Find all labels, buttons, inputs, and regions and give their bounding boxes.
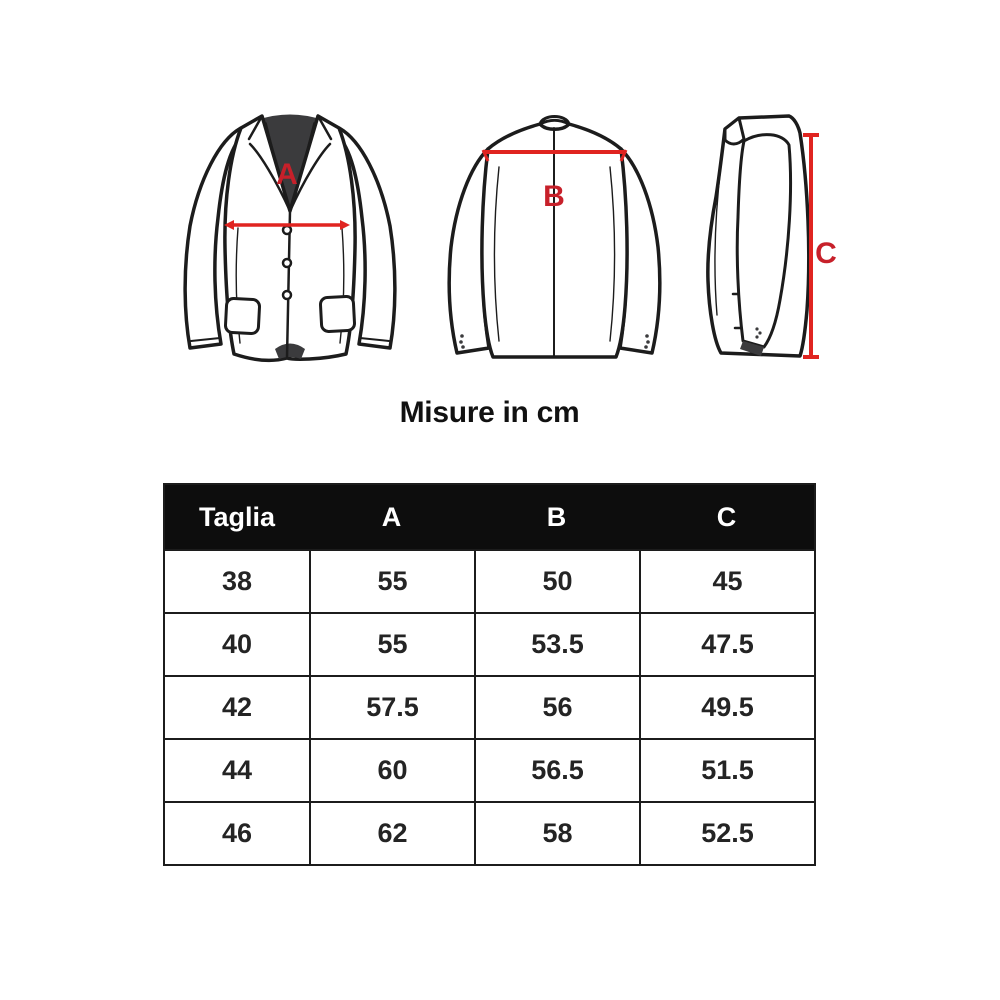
table-cell-value: 62 (309, 801, 474, 864)
table-header-row (165, 485, 814, 549)
table-row (165, 801, 814, 864)
table-cell-value: 55 (309, 549, 474, 612)
table-cell-value: 45 (639, 549, 814, 612)
table-cell-value: 58 (474, 801, 639, 864)
page-title: Misure in cm (399, 396, 580, 429)
table-header-a: A (381, 501, 402, 532)
measure-a-label: A (276, 158, 298, 191)
table-cell-value: 55 (309, 612, 474, 675)
measure-c-label: C (815, 237, 837, 270)
right-cuff-button (644, 345, 648, 349)
table-header-c: C (716, 501, 737, 532)
table-cell-value: 57.5 (309, 675, 474, 738)
button-2 (283, 259, 291, 267)
cuff-button (755, 327, 758, 330)
collar (540, 117, 569, 125)
jacket-back-diagram (442, 105, 667, 370)
left-cuff-button (461, 345, 465, 349)
right-cuff-button (646, 340, 650, 344)
size-table-body (165, 549, 814, 864)
jacket-side-diagram (695, 105, 845, 370)
table-row (165, 738, 814, 801)
measure-b-label: B (543, 180, 565, 213)
cuff-button (758, 331, 761, 334)
table-cell-value: 56.5 (474, 738, 639, 801)
right-pocket (320, 296, 355, 332)
left-pocket (225, 298, 260, 334)
table-row (165, 549, 814, 612)
size-table (163, 483, 816, 866)
collar (725, 118, 744, 144)
table-cell-size: 38 (165, 549, 309, 612)
table-row (165, 675, 814, 738)
table-cell-value: 53.5 (474, 612, 639, 675)
table-header-taglia: Taglia (198, 501, 276, 532)
table-cell-value: 51.5 (639, 738, 814, 801)
table-cell-value: 50 (474, 549, 639, 612)
button-1 (283, 226, 291, 234)
button-3 (283, 291, 291, 299)
table-cell-value: 60 (309, 738, 474, 801)
table-cell-value: 52.5 (639, 801, 814, 864)
table-cell-size: 42 (165, 675, 309, 738)
table-cell-size: 40 (165, 612, 309, 675)
table-cell-size: 46 (165, 801, 309, 864)
right-cuff-button (645, 334, 649, 338)
left-cuff-button (460, 334, 464, 338)
table-row (165, 612, 814, 675)
left-cuff-button (459, 340, 463, 344)
table-header-b: B (546, 501, 567, 532)
table-cell-value: 56 (474, 675, 639, 738)
cuff-button (755, 335, 758, 338)
table-cell-value: 49.5 (639, 675, 814, 738)
table-cell-size: 44 (165, 738, 309, 801)
jacket-front-diagram (175, 108, 405, 368)
table-cell-value: 47.5 (639, 612, 814, 675)
